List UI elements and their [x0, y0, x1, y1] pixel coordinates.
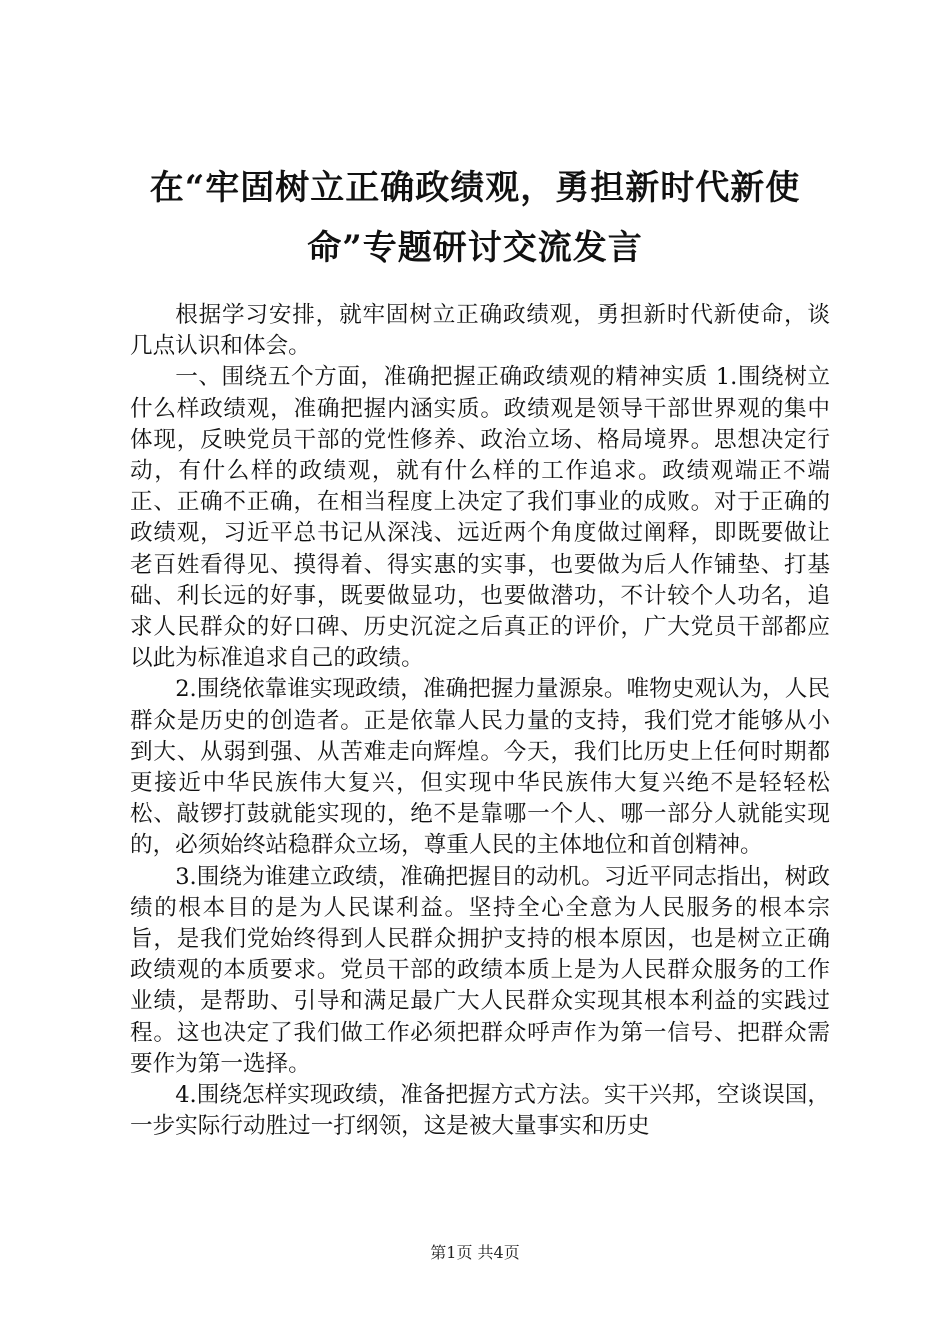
paragraph-intro: 根据学习安排，就牢固树立正确政绩观，勇担新时代新使命，谈几点认识和体会。 [130, 302, 830, 360]
paragraph-point-4: 4.围绕怎样实现政绩，准备把握方式方法。实干兴邦，空谈误国，一步实际行动胜过一打纲领，这是被大量事实和历史 [130, 1082, 830, 1140]
paragraph-section-1: 一、围绕五个方面，准确把握正确政绩观的精神实质 1.围绕树立什么样政绩观，准确把握内涵实质。政绩观是领导干部世界观的集中体现，反映党员干部的党性修养、政治立场、格局境界。思想决定行动，有什么样的政绩观，就有什么样的工作追求。政绩观端正不端正、正确不正确，在相当程度上决定了我们事业的成败。对于正确的政绩观，习近平总书记从深浅、远近两个角度做过阐释，即既要做让老百姓看得见、摸得着、得实惠的实事，也要做为后人作铺垫、打基础、利长远的好事，既要做显功，也要做潜功，不计较个人功名，追求人民群众的好口碑、历史沉淀之后真正的评价，广大党员干部都应以此为标准追求自己的政绩。 [130, 364, 830, 672]
paragraph-point-3: 3.围绕为谁建立政绩，准确把握目的动机。习近平同志指出，树政绩的根本目的是为人民谋利益。坚持全心全意为人民服务的根本宗旨，是我们党始终得到人民群众拥护支持的根本原因，也是树立正确政绩观的本质要求。党员干部的政绩本质上是为人民群众服务的工作业绩，是帮助、引导和满足最广大人民群众实现其根本利益的实践过程。这也决定了我们做工作必须把群众呼声作为第一信号、把群众需要作为第一选择。 [130, 863, 830, 1077]
paragraph-point-2: 2.围绕依靠谁实现政绩，准确把握力量源泉。唯物史观认为，人民群众是历史的创造者。正是依靠人民力量的支持，我们党才能够从小到大、从弱到强、从苦难走向辉煌。今天，我们比历史上任何时期都更接近中华民族伟大复兴，但实现中华民族伟大复兴绝不是轻轻松松、敲锣打鼓就能实现的，绝不是靠哪一个人、哪一部分人就能实现的，必须始终站稳群众立场，尊重人民的主体地位和首创精神。 [130, 676, 830, 859]
title-line-2: 命”专题研讨交流发言 [307, 228, 643, 268]
title-line-1: 在“牢固树立正确政绩观，勇担新时代新使 [149, 168, 801, 208]
document-title [120, 158, 830, 278]
page-footer: 第1页 共4页 [430, 1243, 520, 1262]
document-body [130, 300, 830, 1142]
